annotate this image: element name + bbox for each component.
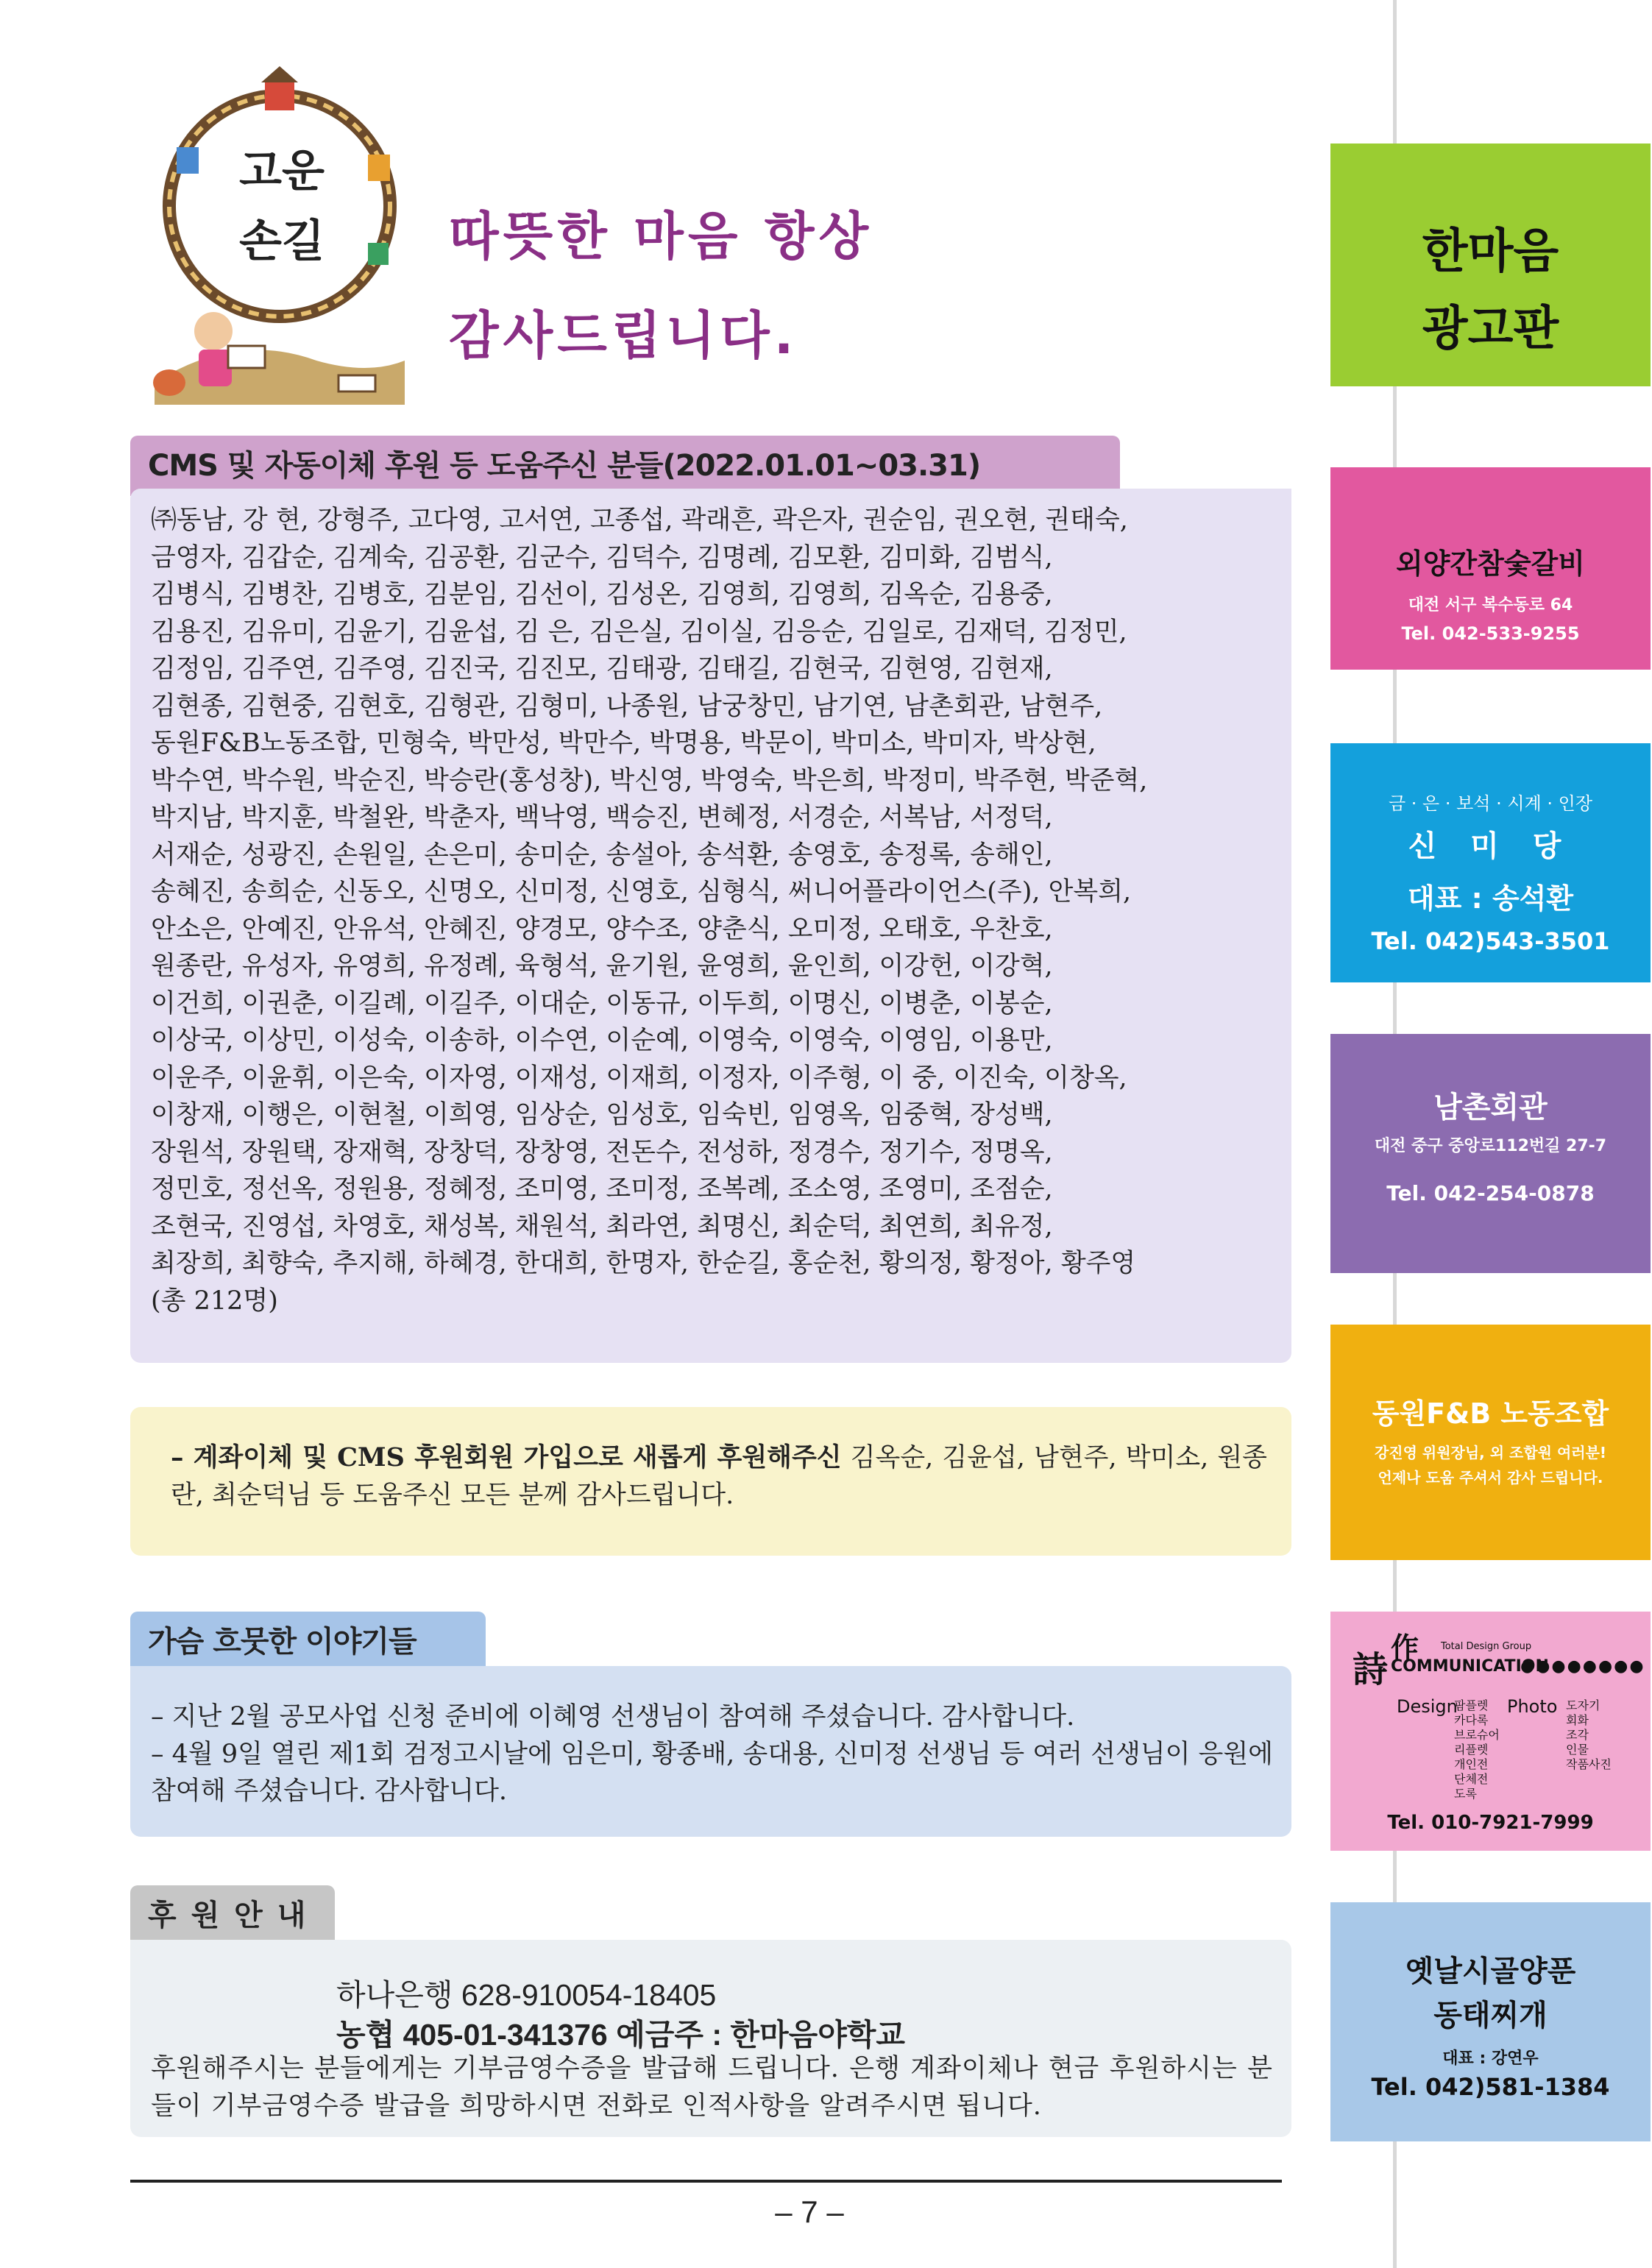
donor-line: 서재순, 성광진, 손원일, 손은미, 송미순, 송설아, 송석환, 송영호, 송정록, 송해인, bbox=[151, 840, 1053, 870]
ad-board-header bbox=[1330, 143, 1651, 386]
donor-line: 송혜진, 송희순, 신동오, 신명오, 신미정, 신영호, 심형식, 써니어플라이언스(주), 안복희, bbox=[151, 877, 1132, 907]
donor-line: (총 212명) bbox=[151, 1286, 278, 1316]
ad-photo-item: 회화 bbox=[1566, 1713, 1589, 1727]
support-note: 후원해주시는 분들에게는 기부금영수증을 발급해 드립니다. 은행 계좌이체나 현금 후원하시는 분들이 기부금영수증 발급을 희망하시면 전화로 인적사항을 알려주시면 됩니다. bbox=[151, 2054, 1273, 2121]
footer-rule bbox=[130, 2180, 1282, 2183]
ad-design-item: 리플렛 bbox=[1454, 1743, 1489, 1757]
donor-list bbox=[151, 502, 1273, 1319]
support-panel bbox=[130, 1940, 1291, 2137]
donor-line: 조현국, 진영섭, 차영호, 채성복, 채원석, 최라연, 최명신, 최순덕, 최연희, 최유정, bbox=[151, 1211, 1053, 1241]
ad-photo-item: 인물 bbox=[1566, 1743, 1589, 1757]
donor-line: 장원석, 장원택, 장재혁, 장창덕, 장창영, 전돈수, 전성하, 정경수, 정기수, 정명옥, bbox=[151, 1137, 1053, 1167]
page-number: – 7 – bbox=[775, 2194, 844, 2229]
donor-line: 이운주, 이윤휘, 이은숙, 이자영, 이재성, 이재희, 이정자, 이주형, 이 중, 이진숙, 이창옥, bbox=[151, 1063, 1127, 1093]
ad-photo-item: 도자기 bbox=[1566, 1698, 1600, 1712]
donor-line: 금영자, 김갑순, 김계숙, 김공환, 김군수, 김덕수, 김명례, 김모환, 김미화, 김범식, bbox=[151, 542, 1053, 573]
bank-account-hana: 하나은행 628-910054-18405 bbox=[336, 1978, 717, 2012]
ad-design-item: 카다록 bbox=[1454, 1713, 1489, 1727]
new-members-names: 김옥순, 김윤섭, 남현주, 박미소, 원종란, 최순덕님 등 도움주신 모든 분께 감사드립니다. bbox=[171, 1443, 1267, 1510]
headline-line2: 감사드립니다. bbox=[449, 305, 798, 366]
new-members-text bbox=[171, 1439, 1267, 1514]
ad-message-line1: 강진영 위원장님, 외 조합원 여러분! bbox=[1374, 1444, 1607, 1461]
logo-text-line2: 손길 bbox=[239, 216, 325, 267]
ad-name: 신 미 당 bbox=[1408, 829, 1573, 863]
ad-name: 외양간참숯갈비 bbox=[1396, 547, 1585, 580]
donor-line: 김용진, 김유미, 김윤기, 김윤섭, 김 은, 김은실, 김이실, 김응순, 김일로, 김재덕, 김정민, bbox=[151, 617, 1127, 647]
bank-account-nonghyup: 농협 405-01-341376 예금주 : 한마음야학교 bbox=[336, 2018, 906, 2052]
ad-dongwon-union bbox=[1330, 1325, 1651, 1560]
ad-design-item: 브로슈어 bbox=[1454, 1728, 1500, 1742]
ad-name-line2: 동태찌개 bbox=[1433, 1999, 1548, 2033]
ad-name: 남촌회관 bbox=[1433, 1091, 1548, 1124]
support-tab: 후 원 안 내 bbox=[130, 1885, 335, 1946]
ad-design-item: 팜플렛 bbox=[1454, 1698, 1489, 1712]
ad-message-line2: 언제나 도움 주셔서 감사 드립니다. bbox=[1378, 1469, 1603, 1486]
ad-representative: 대표 : 강연우 bbox=[1442, 2049, 1539, 2068]
ad-sijak-communication bbox=[1330, 1612, 1651, 1851]
ad-namchon bbox=[1330, 1034, 1651, 1273]
new-members-bold: – 계좌이체 및 CMS 후원회원 가입으로 새롭게 후원해주신 bbox=[171, 1442, 842, 1473]
ad-design-item: 개인전 bbox=[1454, 1757, 1489, 1771]
ad-photo-item: 작품사진 bbox=[1566, 1757, 1612, 1771]
ad-board-title-line2: 광고판 bbox=[1422, 302, 1559, 356]
ad-brand-dots: ●●●●●●●● bbox=[1520, 1657, 1645, 1676]
ad-category: 금 · 은 · 보석 · 시계 · 인장 bbox=[1388, 793, 1593, 814]
donor-line: 김병식, 김병찬, 김병호, 김분임, 김선이, 김성온, 김영희, 김영희, 김옥순, 김용중, bbox=[151, 580, 1053, 609]
ad-photo-items bbox=[1566, 1698, 1612, 1772]
new-members-panel bbox=[130, 1407, 1291, 1556]
donor-line: 이창재, 이행은, 이현철, 이희영, 임상순, 임성호, 임숙빈, 임영옥, 임중혁, 장성백, bbox=[151, 1100, 1053, 1130]
stories-list bbox=[151, 1698, 1273, 1810]
donor-line: 정민호, 정선옥, 정원용, 정혜정, 조미영, 조미정, 조복례, 조소영, 조영미, 조점순, bbox=[151, 1174, 1053, 1204]
logo-text-line1: 고운 bbox=[239, 146, 325, 197]
donor-line: 안소은, 안예진, 안유석, 안혜진, 양경모, 양수조, 양춘식, 오미정, 오태호, 우찬호, bbox=[151, 914, 1053, 944]
ad-name-line1: 옛날시골양푼 bbox=[1405, 1955, 1576, 1988]
donor-line: 동원F&B노동조합, 민형숙, 박만성, 박만수, 박명용, 박문이, 박미소, 박미자, 박상현, bbox=[151, 729, 1096, 758]
donor-line: 김현종, 김현중, 김현호, 김형관, 김형미, 나종원, 남궁창민, 남기연, 남촌회관, 남현주, bbox=[151, 691, 1103, 721]
ad-board-title-line1: 한마음 bbox=[1422, 224, 1559, 279]
ad-logo-char2: 作 bbox=[1391, 1631, 1419, 1664]
ad-tel: Tel. 042)543-3501 bbox=[1371, 927, 1610, 955]
ad-representative: 대표 : 송석환 bbox=[1407, 882, 1574, 915]
story-item: – 지난 2월 공모사업 신청 준비에 이혜영 선생님이 참여해 주셨습니다. 감사합니다. bbox=[151, 1702, 1075, 1732]
headline-line1: 따뜻한 마음 항상 bbox=[449, 206, 873, 266]
donor-line: 이상국, 이상민, 이성숙, 이송하, 이수연, 이순예, 이영숙, 이영숙, 이영임, 이용만, bbox=[151, 1026, 1053, 1055]
ad-address: 대전 중구 중앙로112번길 27-7 bbox=[1374, 1137, 1607, 1155]
ad-tagline: Total Design Group bbox=[1441, 1641, 1532, 1652]
ad-brand: COMMUNICATION bbox=[1391, 1657, 1549, 1676]
ad-design-item: 도록 bbox=[1454, 1787, 1477, 1801]
ad-tel: Tel. 042-254-0878 bbox=[1386, 1181, 1595, 1205]
donors-tab: CMS 및 자동이체 후원 등 도움주신 분들(2022.01.01~03.31) bbox=[130, 436, 1120, 496]
ad-design-items bbox=[1454, 1698, 1500, 1801]
donors-panel bbox=[130, 489, 1291, 1363]
ad-oeyanggan bbox=[1330, 467, 1651, 670]
ad-tel: Tel. 010-7921-7999 bbox=[1387, 1812, 1594, 1834]
donor-line: ㈜동남, 강 현, 강형주, 고다영, 고서연, 고종섭, 곽래흔, 곽은자, 권순임, 권오현, 권태숙, bbox=[151, 506, 1128, 535]
ad-tel: Tel. 042-533-9255 bbox=[1401, 623, 1580, 644]
donor-line: 원종란, 유성자, 유영희, 유정례, 육형석, 윤기원, 윤영희, 윤인희, 이강헌, 이강혁, bbox=[151, 952, 1053, 981]
ad-yetnal-dongtae bbox=[1330, 1902, 1651, 2141]
ad-photo-label: Photo bbox=[1507, 1696, 1558, 1717]
ad-sinmidang bbox=[1330, 743, 1651, 982]
donor-line: 박지남, 박지훈, 박철완, 박춘자, 백낙영, 백승진, 변혜정, 서경순, 서복남, 서정덕, bbox=[151, 803, 1053, 832]
ad-photo-item: 조각 bbox=[1566, 1728, 1589, 1742]
story-item: – 4월 9일 열린 제1회 검정고시날에 임은미, 황종배, 송대용, 신미정 선생님 등 여러 선생님이 응원에 참여해 주셨습니다. 감사합니다. bbox=[151, 1739, 1273, 1806]
ad-address: 대전 서구 복수동로 64 bbox=[1408, 596, 1573, 614]
ad-tel: Tel. 042)581-1384 bbox=[1371, 2073, 1610, 2101]
ad-logo-char1: 詩 bbox=[1353, 1649, 1389, 1690]
stories-panel bbox=[130, 1666, 1291, 1837]
ad-design-item: 단체전 bbox=[1454, 1772, 1489, 1786]
donor-line: 최장희, 최향숙, 추지해, 하혜경, 한대희, 한명자, 한순길, 홍순천, 황의정, 황정아, 황주영 bbox=[151, 1249, 1136, 1278]
donor-line: 박수연, 박수원, 박순진, 박승란(홍성창), 박신영, 박영숙, 박은희, 박정미, 박주현, 박준혁, bbox=[151, 765, 1148, 795]
stories-tab: 가슴 흐뭇한 이야기들 bbox=[130, 1612, 486, 1672]
donor-line: 이건희, 이권춘, 이길례, 이길주, 이대순, 이동규, 이두희, 이명신, 이병춘, 이봉순, bbox=[151, 988, 1053, 1018]
ad-name: 동원F&B 노동조합 bbox=[1372, 1397, 1609, 1430]
ad-design-label: Design bbox=[1397, 1696, 1458, 1717]
donor-line: 김정임, 김주연, 김주영, 김진국, 김진모, 김태광, 김태길, 김현국, 김현영, 김현재, bbox=[151, 654, 1053, 684]
goun-songil-logo bbox=[147, 66, 412, 405]
